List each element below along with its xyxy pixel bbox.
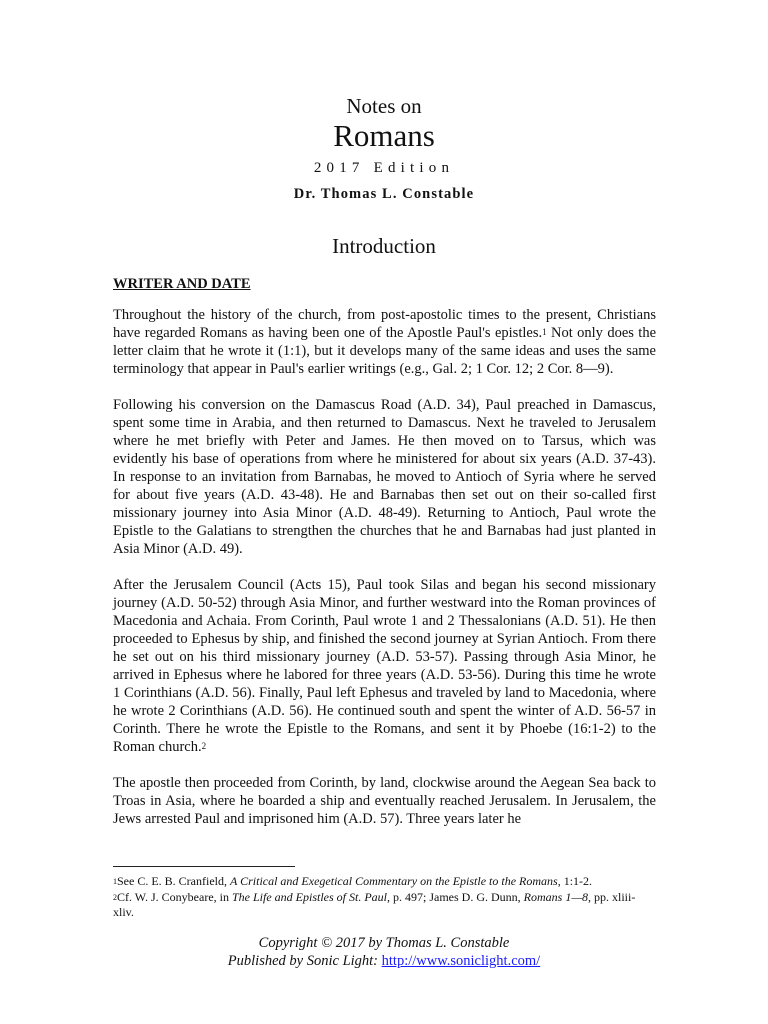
footnote-2 xyxy=(113,890,656,921)
paragraph-4: The apostle then proceeded from Corinth, by land, clockwise around the Aegean Sea back to Troas in Asia, where he boarded a ship and eventually reached Jerusalem. In Jerusalem, the Jews arrested Paul and imprisoned him (A.D. 57). Three years later he xyxy=(113,775,656,827)
footnote-1-pre: See C. E. B. Cranfield, xyxy=(117,874,230,888)
copyright-line: Copyright © 2017 by Thomas L. Constable xyxy=(258,935,510,951)
edition-label: 2017 Edition xyxy=(313,160,455,176)
website-link[interactable]: http://www.soniclight.com/ xyxy=(381,953,541,969)
paragraph-3 xyxy=(113,576,656,756)
footnote-ref-1[interactable]: 1 xyxy=(542,327,547,337)
paragraph-2: Following his conversion on the Damascus Road (A.D. 34), Paul preached in Damascus, spent some time in Arabia, and then returned to Damascus. Next he traveled to Jerusalem where he met briefly with Peter and James. He then moved on to Tarsus, which was evidently his base of operations from where he ministered for about six years (A.D. 37-43). In response to an invitation from Barnabas, he moved to Antioch of Syria where he served for about five years (A.D. 43-48). He and Barnabas then set out on their so-called first missionary journey into Asia Minor (A.D. 48-49). Returning to Antioch, Paul wrote the Epistle to the Galatians to strengthen the churches that he and Barnabas had just planted in Asia Minor (A.D. 49). xyxy=(113,397,656,557)
footnote-1-post: , 1:1-2. xyxy=(557,874,593,888)
footnote-1-title: A Critical and Exegetical Commentary on the Epistle to the Romans xyxy=(229,874,558,888)
footnote-2-mid: , p. 497; James D. G. Dunn, xyxy=(387,889,524,904)
published-label: Published by Sonic Light: xyxy=(227,953,382,969)
section-heading: Introduction xyxy=(332,234,436,258)
footnote-2-title: The Life and Epistles of St. Paul xyxy=(232,889,387,904)
author-name: Dr. Thomas L. Constable xyxy=(293,186,475,202)
footnote-2-number: 2 xyxy=(113,892,117,902)
footnote-2-title-2: Romans 1—8 xyxy=(523,889,589,904)
footnote-1-number: 1 xyxy=(113,877,117,886)
paragraph-3-text: After the Jerusalem Council (Acts 15), Paul took Silas and began his second missionary journey (A.D. 50-52) through Asia Minor, and further westward into the Roman provinces of Macedonia and Achaia. From Corinth, Paul wrote 1 and 2 Thessalonians (A.D. 51). He then proceeded to Ephesus by ship, and finished the second journey at Syrian Antioch. From there he set out on his third missionary journey (A.D. 53-57). Passing through Asia Minor, he arrived in Ephesus where he labored for three years (A.D. 53-56). During this time he wrote 1 Corinthians (A.D. 56). Finally, Paul left Ephesus and traveled by land to Macedonia, where he wrote 2 Corinthians (A.D. 56). He continued south and spent the winter of A.D. 56-57 in Corinth. There he wrote the Epistle to the Romans, and sent it by Phoebe (16:1-2) to the Roman church. xyxy=(113,577,656,755)
paragraph-1-text-a: Throughout the history of the church, from post-apostolic times to the present, Christians have regarded Romans as having been one of the Apostle Paul's epistles. xyxy=(113,307,656,341)
paragraph-1 xyxy=(113,306,656,378)
footnote-2-post: , pp. xliii-xliv. xyxy=(113,889,636,919)
notes-on-label: Notes on xyxy=(346,94,422,118)
published-line xyxy=(0,952,768,970)
footnote-ref-2[interactable]: 2 xyxy=(201,741,207,751)
paragraph-1-text-b: Not only does the letter claim that he wrote it (1:1), but it develops many of the same ideas and uses the same terminology that appear in Paul's earlier writings (e.g., Gal. 2; 1 Cor. 12; 2 Cor. 8—9). xyxy=(113,325,657,377)
footnote-divider xyxy=(113,866,295,867)
footnote-2-pre: Cf. W. J. Conybeare, in xyxy=(117,889,232,904)
body-text xyxy=(113,306,656,846)
book-title: Romans xyxy=(333,118,435,153)
subsection-heading: WRITER AND DATE xyxy=(113,276,251,292)
footnote-1 xyxy=(113,874,656,890)
footnotes xyxy=(113,874,656,921)
